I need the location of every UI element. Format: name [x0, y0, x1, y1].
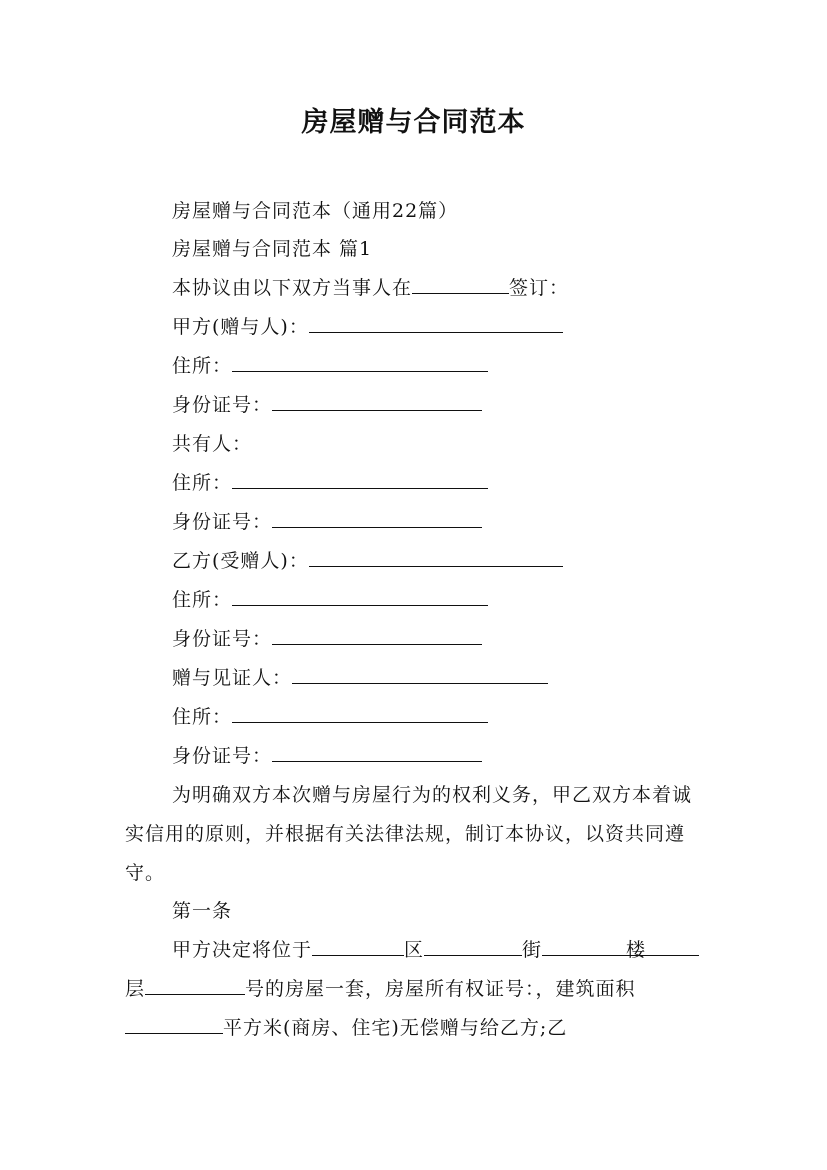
agreement-line: [172, 275, 569, 301]
article-1-heading: 第一条: [172, 900, 233, 922]
party-b-label: 乙方(受赠人)：: [172, 550, 309, 572]
article-1-text-3: 街: [522, 939, 543, 961]
party-a-address-blank[interactable]: [232, 353, 488, 372]
party-b-id-line: [172, 626, 482, 652]
witness-address-line: [172, 704, 488, 730]
id-label: 身份证号：: [172, 511, 273, 533]
article-1-text-1: 甲方决定将位于: [172, 939, 313, 961]
floor-blank[interactable]: [599, 937, 699, 956]
address-label: 住所：: [172, 589, 233, 611]
address-label: 住所：: [172, 355, 233, 377]
witness-line: [172, 665, 548, 691]
witness-address-blank[interactable]: [232, 704, 488, 723]
street-blank[interactable]: [424, 937, 522, 956]
chapter-heading: 房屋赠与合同范本 篇1: [172, 238, 373, 260]
id-label: 身份证号：: [172, 745, 273, 767]
witness-blank[interactable]: [292, 665, 548, 684]
agreement-pre: 本协议由以下双方当事人在: [172, 277, 413, 299]
co-owner-id-blank[interactable]: [272, 509, 482, 528]
id-label: 身份证号：: [172, 394, 273, 416]
party-b-blank[interactable]: [309, 548, 563, 567]
party-b-line: [172, 548, 563, 574]
intro-paragraph: 为明确双方本次赠与房屋行为的权利义务，甲乙双方本着诚实信用的原则，并根据有关法律法规，制订本协议，以资共同遵守。: [125, 784, 693, 884]
party-a-address-line: [172, 353, 488, 379]
co-owner-line: [172, 431, 252, 457]
article-1-paragraph: [125, 931, 705, 1048]
co-owner-label: 共有人：: [172, 433, 253, 455]
co-owner-address-blank[interactable]: [232, 470, 488, 489]
article-1-text-5: 层: [125, 978, 146, 1000]
party-a-line: [172, 314, 563, 340]
party-b-id-blank[interactable]: [272, 626, 482, 645]
party-a-blank[interactable]: [309, 314, 563, 333]
witness-id-line: [172, 743, 482, 769]
address-label: 住所：: [172, 706, 233, 728]
agreement-post: 签订：: [509, 277, 570, 299]
party-b-address-blank[interactable]: [232, 587, 488, 606]
party-b-address-line: [172, 587, 488, 613]
witness-label: 赠与见证人：: [172, 667, 293, 689]
article-1-text-4: 楼: [626, 939, 647, 961]
room-number-blank[interactable]: [145, 976, 245, 995]
subtitle: 房屋赠与合同范本（通用22篇）: [172, 200, 459, 222]
article-1-text-7: 平方米(商房、住宅)无偿赠与给乙方;乙: [223, 1017, 568, 1039]
document-title: 房屋赠与合同范本: [301, 107, 526, 138]
co-owner-id-line: [172, 509, 482, 535]
signing-place-blank[interactable]: [412, 275, 509, 294]
article-1-text-6: 号的房屋一套，房屋所有权证号：，建筑面积: [245, 978, 636, 1000]
article-1-text-2: 区: [404, 939, 425, 961]
co-owner-address-line: [172, 470, 488, 496]
address-label: 住所：: [172, 472, 233, 494]
district-blank[interactable]: [312, 937, 404, 956]
party-a-label: 甲方(赠与人)：: [172, 316, 309, 338]
party-a-id-blank[interactable]: [272, 392, 482, 411]
id-label: 身份证号：: [172, 628, 273, 650]
witness-id-blank[interactable]: [272, 743, 482, 762]
area-blank[interactable]: [125, 1015, 223, 1034]
party-a-id-line: [172, 392, 482, 418]
